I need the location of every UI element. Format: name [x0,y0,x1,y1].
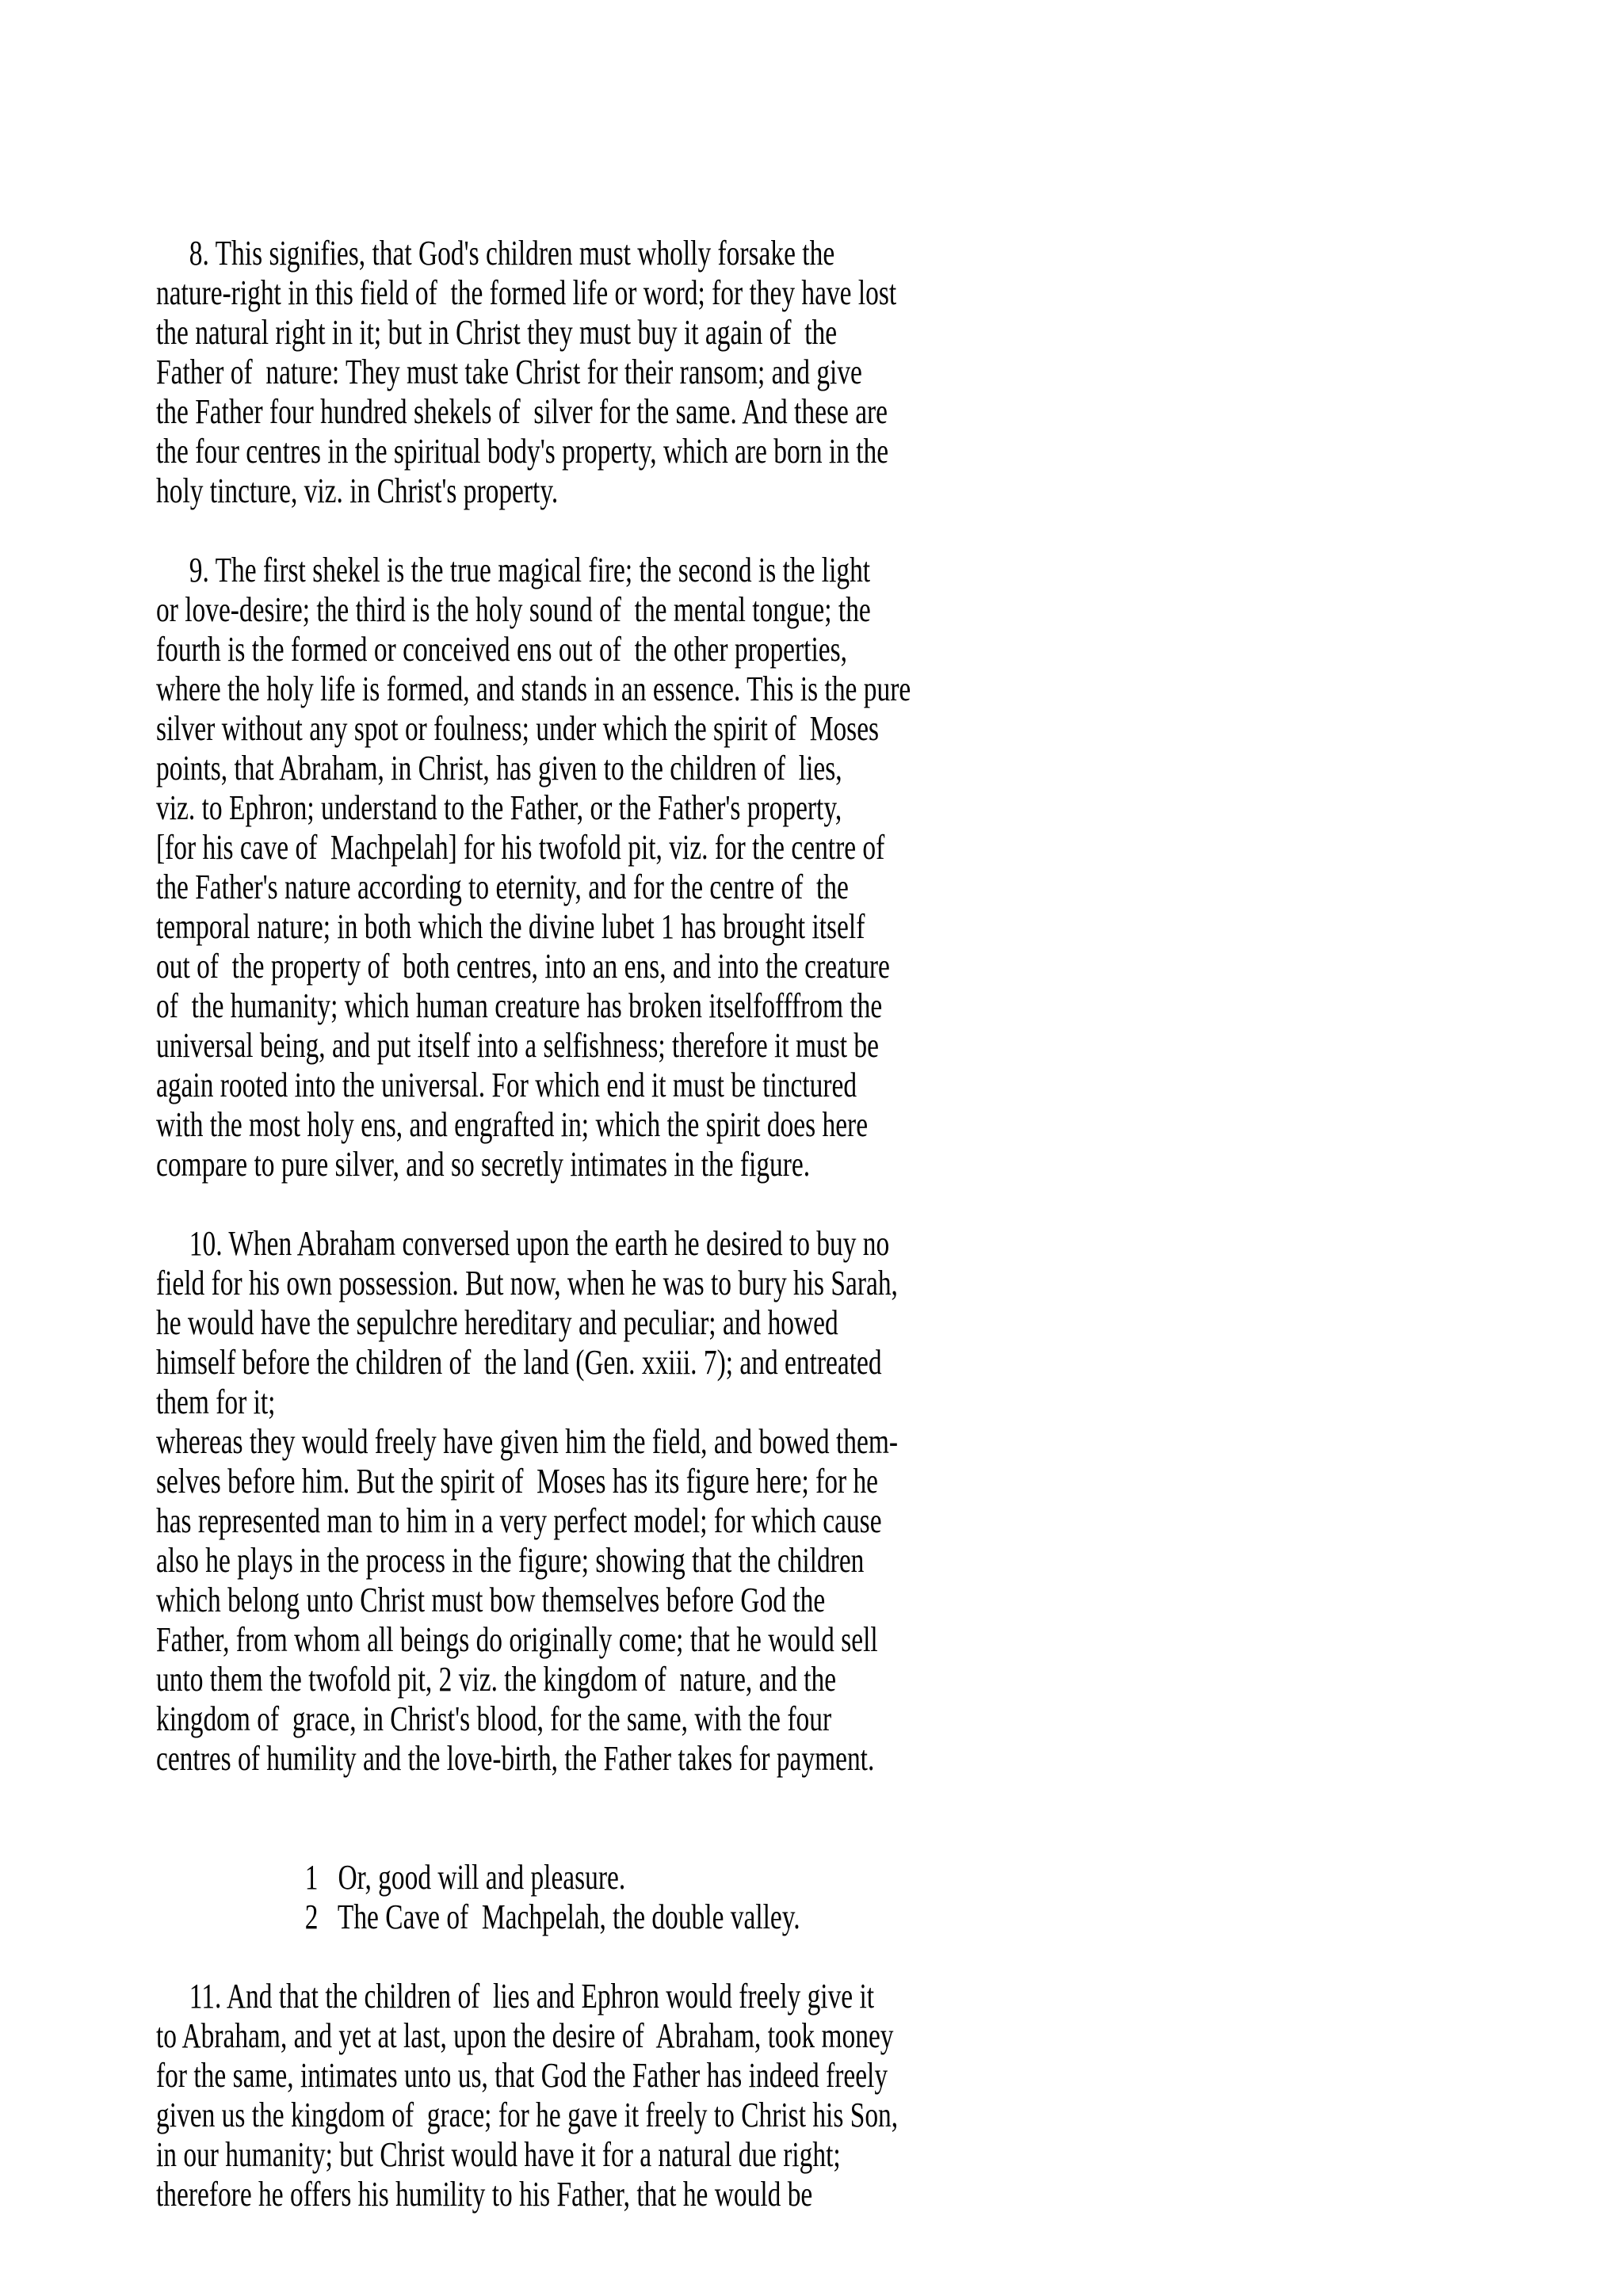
text-line: in our humanity; but Christ would have it for a natural due right; [156,2135,841,2174]
document-page [156,154,911,2254]
text-line: to Abraham, and yet at last, upon the desire of Abraham, took money [156,2016,894,2055]
text-line: unto them the twofold pit, 2 viz. the kingdom of nature, and the [156,1660,837,1699]
text-line: himself before the children of the land (Gen. xxiii. 7); and entreated [156,1343,882,1382]
text-line: also he plays in the process in the figure; showing that the children [156,1541,865,1580]
text-line: where the holy life is formed, and stands in an essence. This is the pure [156,669,911,708]
text-line: field for his own possession. But now, when he was to bury his Sarah, [156,1264,898,1302]
text-line: Father, from whom all beings do originally come; that he would sell [156,1620,878,1659]
text-line: has represented man to him in a very perfect model; for which cause [156,1501,882,1540]
text-line: silver without any spot or foulness; under which the spirit of Moses [156,709,880,748]
text-line: 11. And that the children of lies and Ephron would freely give it [156,1977,875,2016]
text-line: of the humanity; which human creature has broken itselfofffrom the [156,986,883,1025]
text-line: viz. to Ephron; understand to the Father, or the Father's property, [156,788,842,827]
text-line: them for it; [156,1383,276,1421]
footnotes [156,1858,911,1937]
paragraph-10 [156,1224,911,1779]
text-line: the Father's nature according to eternity, and for the centre of the [156,868,849,906]
text-line: points, that Abraham, in Christ, has given to the children of lies, [156,749,842,788]
paragraph-11 [156,1977,911,2214]
text-line: selves before him. But the spirit of Moses has its figure here; for he [156,1462,879,1501]
text-line: temporal nature; in both which the divine lubet 1 has brought itself [156,907,865,946]
text-line: [for his cave of Machpelah] for his twofold pit, viz. for the centre of [156,828,885,867]
text-line: given us the kingdom of grace; for he gave it freely to Christ his Son, [156,2096,899,2134]
text-line: compare to pure silver, and so secretly intimates in the figure. [156,1145,811,1184]
text-line: again rooted into the universal. For which end it must be tinctured [156,1066,857,1104]
text-line: he would have the sepulchre hereditary and peculiar; and howed [156,1303,838,1342]
text-line: 8. This signifies, that God's children must wholly forsake the [156,234,835,273]
text-line: with the most holy ens, and engrafted in; which the spirit does here [156,1105,869,1144]
text-line: 2 The Cave of Machpelah, the double valley. [304,1897,800,1936]
text-line: the four centres in the spiritual body's property, which are born in the [156,432,889,471]
text-line: kingdom of grace, in Christ's blood, for the same, with the four [156,1699,832,1738]
text-line: 1 Or, good will and pleasure. [304,1858,626,1897]
text-line: the natural right in it; but in Christ they must buy it again of the [156,313,838,352]
text-line: holy tincture, viz. in Christ's property. [156,471,559,510]
text-line: Father of nature: They must take Christ for their ransom; and give [156,353,862,391]
text-line: out of the property of both centres, into an ens, and into the creature [156,947,890,986]
text-line: for the same, intimates unto us, that God the Father has indeed freely [156,2056,888,2095]
text-line: 10. When Abraham conversed upon the earth he desired to buy no [156,1224,890,1263]
text-line: centres of humility and the love-birth, the Father takes for payment. [156,1739,875,1778]
paragraph-8 [156,234,911,511]
text-line: whereas they would freely have given him the field, and bowed them- [156,1422,899,1461]
text-line: 9. The first shekel is the true magical fire; the second is the light [156,551,871,589]
text-line: fourth is the formed or conceived ens out of the other properties, [156,630,847,669]
paragraph-9 [156,551,911,1184]
text-line: which belong unto Christ must bow themselves before God the [156,1581,826,1619]
text-line: universal being, and put itself into a selfishness; therefore it must be [156,1026,879,1065]
text-line: therefore he offers his humility to his Father, that he would be [156,2175,813,2214]
text-line: the Father four hundred shekels of silver for the same. And these are [156,392,888,431]
text-line: or love-desire; the third is the holy sound of the mental tongue; the [156,590,871,629]
document-body [156,234,911,2214]
text-line: nature-right in this field of the formed life or word; for they have lost [156,273,897,312]
